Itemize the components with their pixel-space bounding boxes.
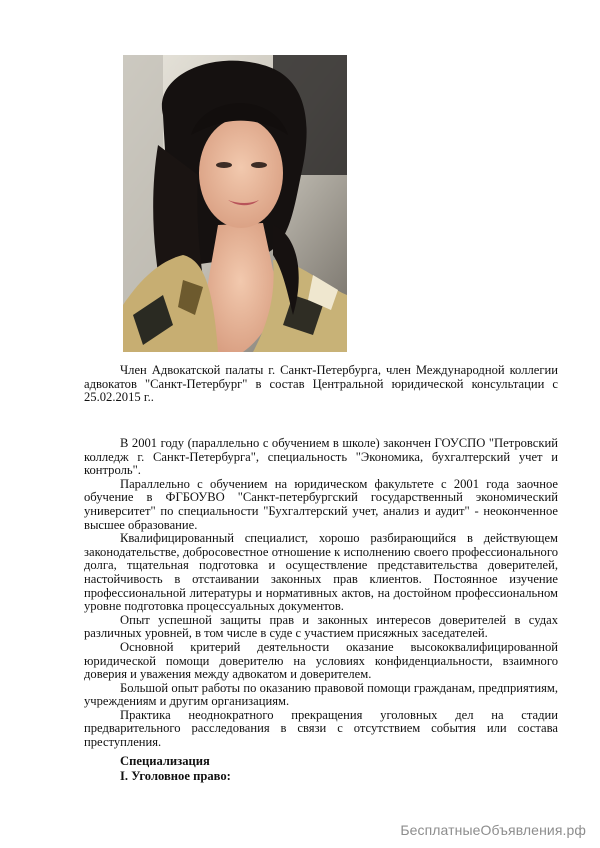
education-section — [84, 437, 558, 750]
watermark: БесплатныеОбъявления.рф — [400, 822, 586, 838]
defense-text: Опыт успешной защиты прав и законных интересов доверителей в судах различных уровней, в том числе в суде с участием присяжных заседателей. — [84, 612, 558, 641]
college-text: В 2001 году (параллельно с обучением в школе) закончен ГОУСПО "Петровский колледж г. Санкт-Петербурга", специальность "Экономика, бухгалтерский учет и контроль". — [84, 436, 558, 478]
portrait-photo — [123, 55, 347, 352]
portrait-image — [123, 55, 347, 352]
university-text: Параллельно с обучением на юридическом факультете с 2001 года заочное обучение в ФГБОУВО "Санкт-петербургский государственный экономический университет" по специальности "Бухгалтерский учет, анализ и аудит" - неоконченное высшее образование. — [84, 476, 558, 532]
specialization-heading: Специализация — [120, 754, 210, 768]
criminal-law-heading: I. Уголовное право: — [120, 769, 231, 783]
membership-text: Член Адвокатской палаты г. Санкт-Петербурга, член Международной коллегии адвокатов "Санкт-Петербург" в состав Центральной юридической консультации с 25.02.2015 г.. — [84, 363, 558, 405]
qualification-text: Квалифицированный специалист, хорошо разбирающийся в действующем законодательстве, добросовестное отношение к исполнению своего профессионального долга, тщательная подготовка и осуществление представительства доверителей, настойчивость в отстаивании законных прав клиентов. Постоянное изучение профессиональной литературы и нормативных актов, на достойном профессиональном уровне подготовка процессуальных документов. — [84, 531, 558, 614]
criterion-text: Основной критерий деятельности оказание высококвалифицированной юридической помощи доверителю на условиях конфиденциальности, взаимного доверия и уважения между адвокатом и доверителем. — [84, 639, 558, 682]
experience-text: Большой опыт работы по оказанию правовой помощи гражданам, предприятиям, учреждениям и другим организациям. — [84, 680, 558, 709]
practice-text: Практика неоднократного прекращения уголовных дел на стадии предварительного расследования в связи с отсутствием события или состава преступления. — [84, 707, 558, 750]
membership-paragraph — [84, 364, 558, 405]
